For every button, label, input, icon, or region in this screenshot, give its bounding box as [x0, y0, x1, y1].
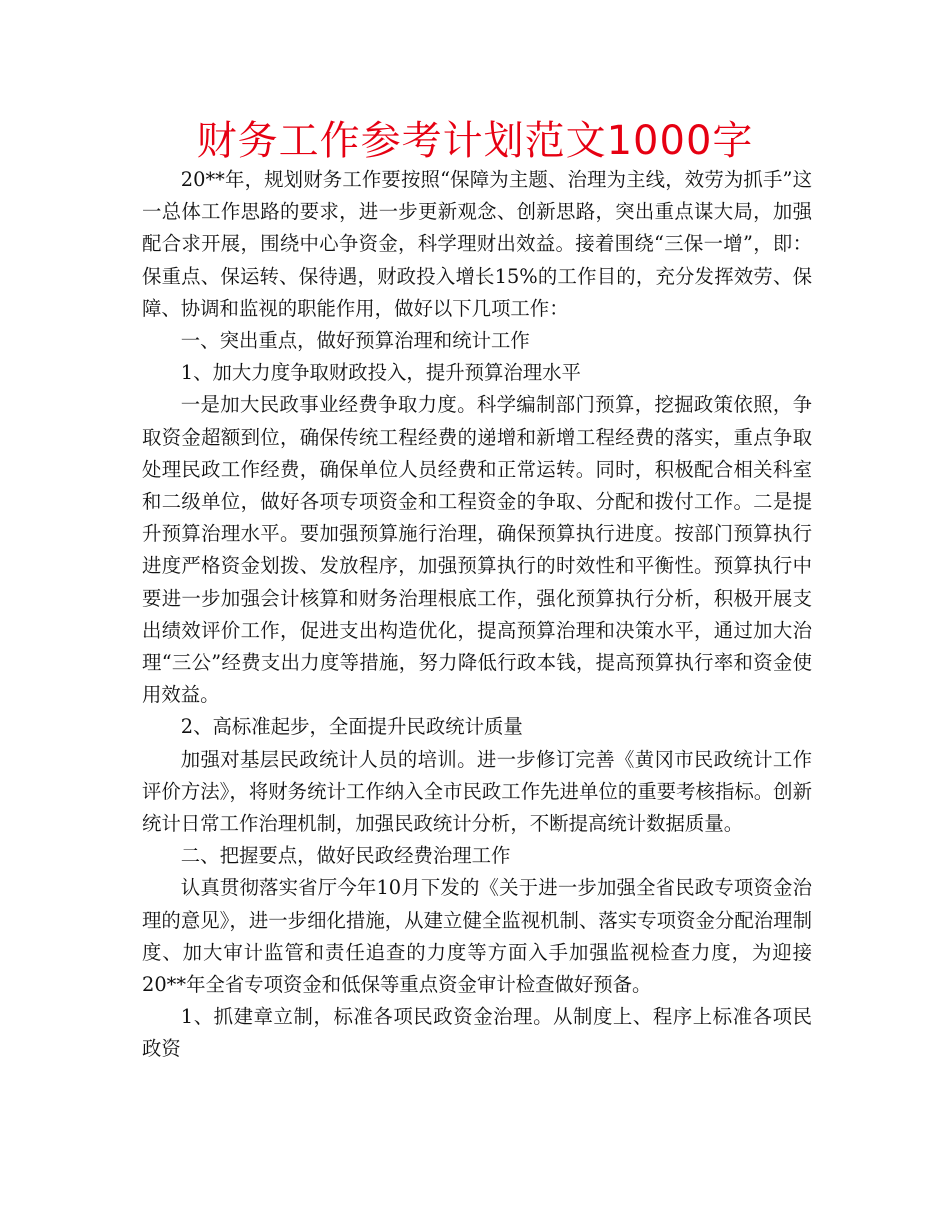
- paragraph-funds: 认真贯彻落实省厅今年10月下发的《关于进一步加强全省民政专项资金治理的意见》，进一步细化措施，从建立健全监视机制、落实专项资金分配治理制度、加大审计监管和责任追查的力度等方面入手加强监视检查力度，为迎接20**年全省专项资金和低保等重点资金审计检查做好预备。: [142, 876, 812, 997]
- heading-section-2: 二、把握要点，做好民政经费治理工作: [180, 844, 511, 868]
- heading-subsection-1-2: 2、高标准起步，全面提升民政统计质量: [180, 715, 523, 739]
- heading-subsection-1-1: 1、加大力度争取财政投入，提升预算治理水平: [180, 361, 581, 385]
- heading-section-1: 一、突出重点，做好预算治理和统计工作: [180, 329, 530, 353]
- paragraph-statistics: 加强对基层民政统计人员的培训。进一步修订完善《黄冈市民政统计工作评价方法》，将财务统计工作纳入全市民政工作先进单位的重要考核指标。创新统计日常工作治理机制，加强民政统计分析，不断提高统计数据质量。: [142, 747, 812, 836]
- paragraph-intro: 20**年，规划财务工作要按照“保障为主题、治理为主线，效劳为抓手”这一总体工作思路的要求，进一步更新观念、创新思路，突出重点谋大局，加强配合求开展，围绕中心争资金，科学理财出效益。接着围绕“三保一增”，即：保重点、保运转、保待遇，财政投入增长15%的工作目的，充分发挥效劳、保障、协调和监视的职能作用，做好以下几项工作：: [142, 168, 812, 320]
- paragraph-rules: 1、抓建章立制，标准各项民政资金治理。从制度上、程序上标准各项民政资: [142, 1005, 812, 1061]
- document-title: 财务工作参考计划范文1000字: [196, 118, 754, 164]
- paragraph-budget: 一是加大民政事业经费争取力度。科学编制部门预算，挖掘政策依照，争取资金超额到位，确保传统工程经费的递增和新增工程经费的落实，重点争取处理民政工作经费，确保单位人员经费和正常运转。同时，积极配合相关科室和二级单位，做好各项专项资金和工程资金的争取、分配和拨付工作。二是提升预算治理水平。要加强预算施行治理，确保预算执行进度。按部门预算执行进度严格资金划拨、发放程序，加强预算执行的时效性和平衡性。预算执行中要进一步加强会计核算和财务治理根底工作，强化预算执行分析，积极开展支出绩效评价工作，促进支出构造优化，提高预算治理和决策水平，通过加大治理“三公”经费支出力度等措施，努力降低行政本钱，提高预算执行率和资金使用效益。: [142, 393, 812, 707]
- document-body: [142, 164, 812, 1066]
